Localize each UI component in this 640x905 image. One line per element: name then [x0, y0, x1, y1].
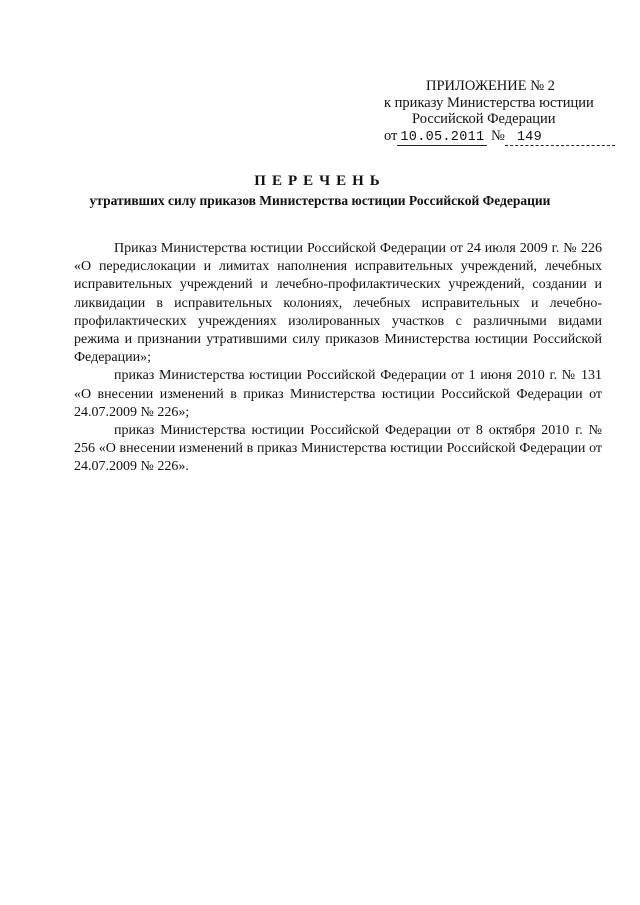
document-subtitle: утративших силу приказов Министерства юстиции Российской Федерации [89, 193, 551, 208]
order-date: 10.05.2011 [397, 131, 487, 146]
number-label: № [491, 127, 505, 144]
list-item: приказ Министерства юстиции Российской Федерации от 8 октября 2010 г. № 256 «О внесении изменений в приказ Министерства юстиции Российской Федерации от 24.07.2009 № 226». [74, 423, 602, 475]
appendix-date-line [384, 128, 606, 146]
list-item: Приказ Министерства юстиции Российской Федерации от 24 июля 2009 г. № 226 «О передислокации и лимитах наполнения исправительных учреждений, лечебных исправительных учреждений и лечебно-профилактических учреждений, создании и ликвидации в исправительных колониях, лечебных исправительных и лечебно-профилактических учреждениях изолированных участков с различными видами режима и признании утратившими силу приказов Министерства юстиции Российской Федерации»; [74, 241, 602, 366]
from-label: от [384, 127, 398, 144]
appendix-title: ПРИЛОЖЕНИЕ № 2 [426, 78, 555, 94]
list-item: приказ Министерства юстиции Российской Федерации от 1 июня 2010 г. № 131 «О внесении изменений в приказ Министерства юстиции Российской Федерации от 24.07.2009 № 226»; [74, 368, 602, 420]
document-title: ПЕРЕЧЕНЬ [254, 173, 386, 189]
appendix-order-reference: к приказу Министерства юстиции [384, 94, 594, 111]
appendix-federation: Российской Федерации [412, 111, 556, 127]
appendix-header [384, 78, 606, 146]
order-number: 149 [505, 131, 615, 146]
document-body [74, 240, 602, 477]
